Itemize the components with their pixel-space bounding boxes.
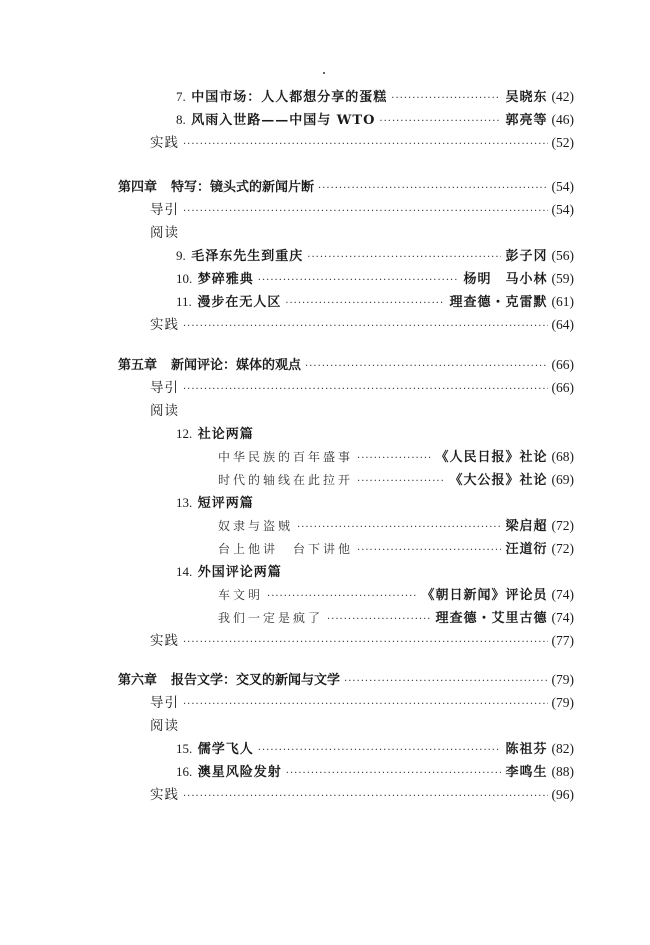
entry-author: 郭亮等 [505,113,548,128]
toc-entry-13[interactable] [176,492,574,514]
toc-article[interactable] [218,446,574,468]
entry-title: 12. 社论两篇 [176,426,254,442]
toc-reading-label-ch5 [150,400,574,422]
entry-page: (96) [551,787,574,802]
entry-page: (74) [551,610,574,625]
dot-leader [379,111,501,133]
dot-leader [183,134,548,156]
toc-entry-14[interactable] [176,561,574,583]
toc-entry-16[interactable] [176,761,574,783]
dot-leader [183,201,548,223]
entry-page: (42) [551,89,574,104]
toc-chapter-5[interactable] [118,354,574,376]
section-label: 阅读 [150,403,179,419]
entry-author: 汪道衍 [505,542,548,557]
entry-page: (72) [551,518,574,533]
entry-author: 《人民日报》社论 [435,450,548,465]
entry-author: 吴晓东 [505,90,548,105]
entry-author: 理查德・克雷默 [449,295,548,310]
stray-mark [323,72,325,74]
entry-author: 《朝日新闻》评论员 [421,588,548,603]
entry-page: (64) [551,317,574,332]
section-label: 实践 [150,633,179,649]
entry-page: (54) [551,179,574,194]
toc-intro-ch4[interactable] [150,199,574,221]
entry-title: 16. 澳星风险发射 [176,764,282,780]
article-title: 车文明 [218,588,264,602]
entry-page: (68) [551,449,574,464]
chapter-title: 第四章 特写：镜头式的新闻片断 [118,180,315,195]
toc-entry-8[interactable] [176,109,574,131]
entry-page: (66) [551,357,574,372]
article-title: 我们一定是疯了 [218,611,324,625]
dot-leader [357,471,445,493]
section-label: 阅读 [150,225,179,241]
entry-page: (88) [551,764,574,779]
toc-article[interactable] [218,515,574,537]
entry-page: (82) [551,741,574,756]
dot-leader [183,316,548,338]
toc-article[interactable] [218,469,574,491]
toc-entry-12[interactable] [176,423,574,445]
entry-title: 15. 儒学飞人 [176,741,254,757]
dot-leader [305,356,547,378]
toc-reading-label-ch4 [150,222,574,244]
dot-leader [183,379,548,401]
section-label: 阅读 [150,718,179,734]
toc-entry-11[interactable] [176,291,574,313]
entry-title: 10. 梦碎雅典 [176,271,254,287]
article-title: 奴隶与盗贼 [218,519,294,533]
entry-page: (46) [551,112,574,127]
dot-leader [344,671,547,693]
dot-leader [183,694,548,716]
entry-author: 陈祖芬 [505,742,548,757]
entry-author: 杨明 马小林 [463,272,548,287]
toc-reading-label-ch6 [150,715,574,737]
dot-leader [183,632,548,654]
entry-title: 7. 中国市场：人人都想分享的蛋糕 [176,89,388,105]
toc-article[interactable] [218,584,574,606]
dot-leader [318,178,547,200]
toc-intro-ch6[interactable] [150,692,574,714]
section-label: 实践 [150,787,179,803]
article-title: 时代的轴线在此拉开 [218,473,354,487]
dot-leader [307,247,501,269]
entry-title: 9. 毛泽东先生到重庆 [176,248,304,264]
dot-leader [297,517,501,539]
toc-entry-15[interactable] [176,738,574,760]
toc-entry-7[interactable] [176,86,574,108]
toc-entry-10[interactable] [176,268,574,290]
entry-page: (59) [551,271,574,286]
toc-practice-ch4[interactable] [150,314,574,336]
dot-leader [183,786,548,808]
entry-page: (66) [551,380,574,395]
section-label: 导引 [150,202,179,218]
dot-leader [258,270,460,292]
dot-leader [286,763,502,785]
section-label: 导引 [150,380,179,396]
entry-page: (72) [551,541,574,556]
entry-page: (52) [551,135,574,150]
toc-practice-ch5[interactable] [150,630,574,652]
entry-page: (61) [551,294,574,309]
dot-leader [327,609,431,631]
entry-page: (54) [551,202,574,217]
dot-leader [285,293,445,315]
section-label: 实践 [150,317,179,333]
toc-practice-ch3[interactable] [150,132,574,154]
toc-intro-ch5[interactable] [150,377,574,399]
entry-author: 理查德・艾里古德 [435,611,548,626]
chapter-title: 第六章 报告文学：交叉的新闻与文学 [118,673,341,688]
dot-leader [357,448,431,470]
entry-title: 11. 漫步在无人区 [176,294,282,310]
entry-page: (56) [551,248,574,263]
dot-leader [267,586,417,608]
entry-page: (74) [551,587,574,602]
entry-page: (77) [551,633,574,648]
entry-page: (79) [551,672,574,687]
chapter-title: 第五章 新闻评论：媒体的观点 [118,358,302,373]
entry-author: 《大公报》社论 [449,473,548,488]
article-title: 台上他讲 台下讲他 [218,542,354,556]
dot-leader [357,540,501,562]
section-label: 导引 [150,695,179,711]
entry-page: (79) [551,695,574,710]
dot-leader [258,740,502,762]
section-label: 实践 [150,135,179,151]
toc-article[interactable] [218,607,574,629]
toc-article[interactable] [218,538,574,560]
toc-chapter-6[interactable] [118,669,574,691]
entry-title: 14. 外国评论两篇 [176,564,282,580]
toc-chapter-4[interactable] [118,176,574,198]
article-title: 中华民族的百年盛事 [218,450,354,464]
entry-author: 李鸣生 [505,765,548,780]
entry-page: (69) [551,472,574,487]
toc-practice-ch6[interactable] [150,784,574,806]
toc-entry-9[interactable] [176,245,574,267]
entry-author: 彭子冈 [505,249,548,264]
entry-title: 8. 风雨入世路——中国与 WTO [176,112,376,128]
entry-title: 13. 短评两篇 [176,495,254,511]
entry-author: 梁启超 [505,519,548,534]
dot-leader [391,88,501,110]
